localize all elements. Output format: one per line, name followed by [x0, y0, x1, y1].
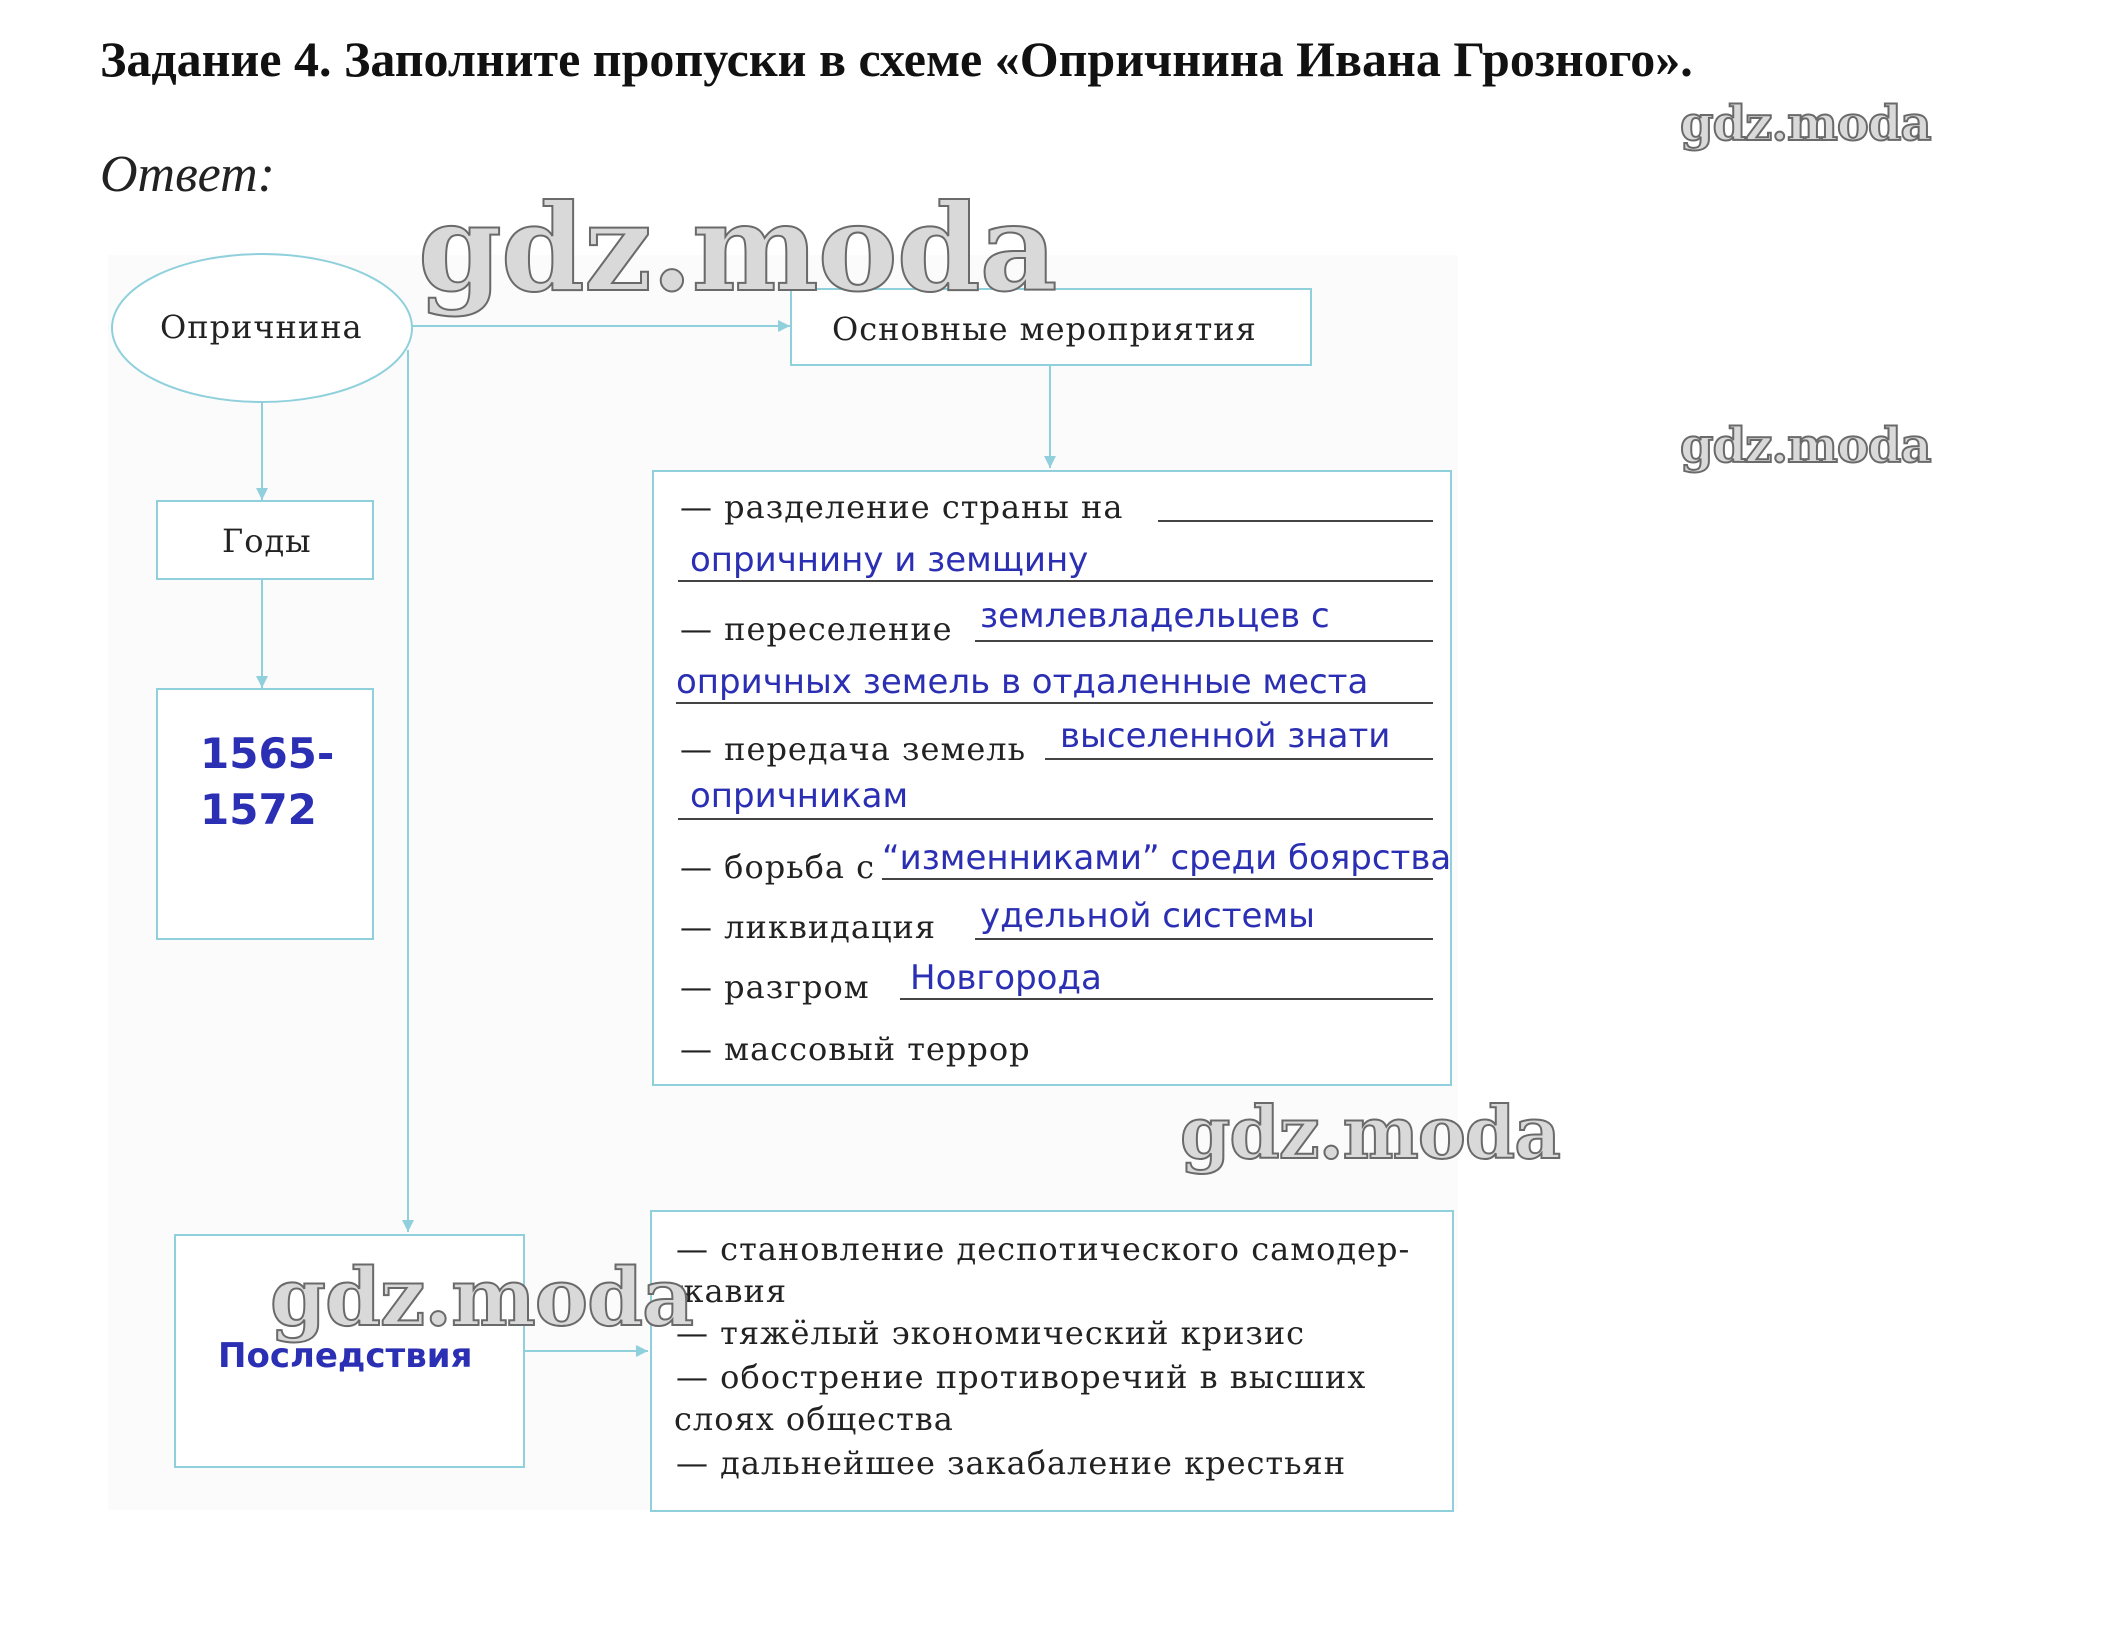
- watermark: gdz.moda: [1180, 1090, 1560, 1175]
- measure-2-answer-1: землевладельцев с: [980, 596, 1330, 636]
- measure-2-prefix: — переселение: [680, 610, 953, 648]
- answer-label: Ответ:: [100, 146, 275, 203]
- measure-6-answer: Новгорода: [910, 958, 1102, 998]
- oprichnina-node-label: Опричнина: [160, 308, 363, 346]
- blank-line: [975, 640, 1433, 642]
- consequence-item: слоях общества: [674, 1400, 954, 1438]
- consequence-item: жавия: [674, 1272, 788, 1310]
- blank-line: [1045, 758, 1433, 760]
- measure-4-prefix: — борьба с: [680, 848, 876, 886]
- consequence-item: — дальнейшее закабаление крестьян: [676, 1444, 1347, 1482]
- consequence-item: — обострение противоречий в высших: [676, 1358, 1367, 1396]
- measure-2-answer-2: опричных земель в отдаленные места: [676, 662, 1369, 702]
- watermark: gdz.moda: [418, 178, 1057, 319]
- years-value: [200, 726, 334, 838]
- years-value-box: [156, 688, 374, 940]
- years-end: 1572: [200, 785, 317, 834]
- blank-line: [676, 702, 1433, 704]
- consequence-item: — тяжёлый экономический кризис: [676, 1314, 1306, 1352]
- measure-1-prefix: — разделение страны на: [680, 488, 1124, 526]
- measures-header-label: Основные мероприятия: [832, 310, 1257, 348]
- measure-3-answer-2: опричникам: [690, 776, 909, 816]
- watermark: gdz.moda: [1680, 96, 1931, 152]
- measure-1-answer: опричнину и земщину: [690, 540, 1089, 580]
- watermark: gdz.moda: [270, 1250, 693, 1344]
- measure-3-prefix: — передача земель: [680, 730, 1027, 768]
- years-label: Годы: [222, 522, 312, 560]
- blank-line: [900, 998, 1433, 1000]
- blank-line: [678, 580, 1433, 582]
- measure-5-answer: удельной системы: [980, 896, 1315, 936]
- years-start: 1565-: [200, 729, 335, 778]
- blank-line: [882, 878, 1433, 880]
- consequence-item: — становление деспотического самодер-: [676, 1230, 1411, 1268]
- measure-5-prefix: — ликвидация: [680, 908, 937, 946]
- measure-4-answer: “изменниками” среди боярства: [882, 838, 1452, 878]
- measure-6-prefix: — разгром: [680, 968, 870, 1006]
- blank-line: [678, 818, 1433, 820]
- blank-line: [1158, 520, 1433, 522]
- consequences-list-box: [650, 1210, 1454, 1512]
- watermark: gdz.moda: [1680, 418, 1931, 474]
- consequences-label: Последствия: [218, 1336, 473, 1376]
- measure-3-answer-1: выселенной знати: [1060, 716, 1391, 756]
- measure-7-text: — массовый террор: [680, 1030, 1031, 1068]
- blank-line: [975, 938, 1433, 940]
- task-title: Задание 4. Заполните пропуски в схеме «Опричнина Ивана Грозного».: [100, 31, 1693, 87]
- years-box: [156, 500, 374, 580]
